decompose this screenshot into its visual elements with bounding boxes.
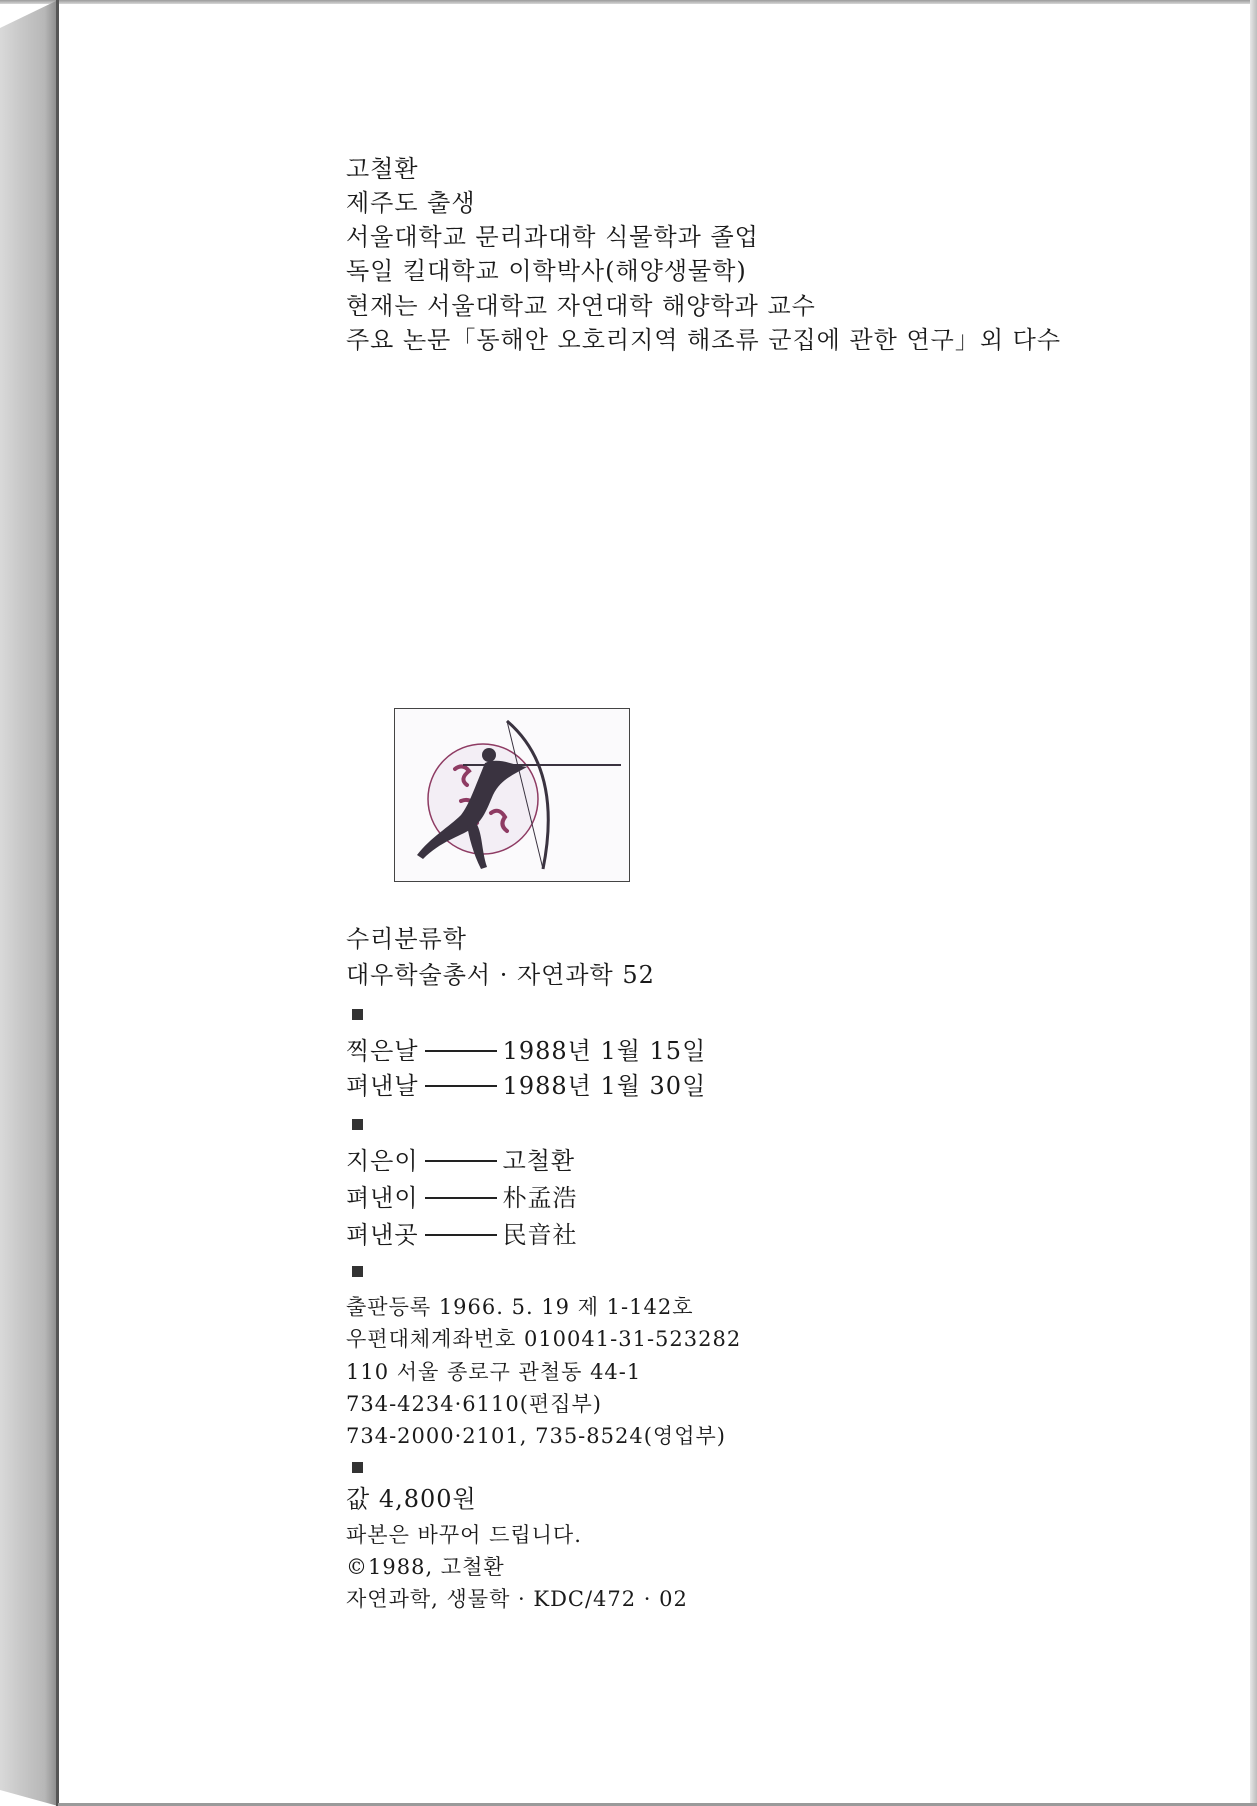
exchange-notice: 파본은 바꾸어 드립니다. <box>346 1523 582 1547</box>
copyright: ©1988, 고철환 <box>346 1555 505 1579</box>
leader-dash <box>425 1085 497 1087</box>
page-right-edge <box>1250 0 1257 1806</box>
published-value: 1988년 1월 30일 <box>502 1072 707 1100</box>
printed-label: 찍은날 <box>346 1037 419 1065</box>
book-title: 수리분류학 <box>346 925 467 953</box>
published-label: 펴낸날 <box>346 1072 419 1100</box>
author-papers: 주요 논문「동해안 오호리지역 해조류 군집에 관한 연구」외 다수 <box>346 326 1062 354</box>
publisher-person-value: 朴孟浩 <box>502 1184 578 1212</box>
price: 값 4,800원 <box>346 1485 477 1513</box>
archer-seal-icon <box>395 709 628 880</box>
phone-editorial: 734-4234·6110(편집부) <box>346 1392 602 1416</box>
publisher-row <box>346 1220 578 1250</box>
leader-dash <box>425 1197 497 1199</box>
author-position: 현재는 서울대학교 자연대학 해양학과 교수 <box>346 292 816 320</box>
book-series: 대우학술총서 · 자연과학 52 <box>346 961 655 989</box>
leader-dash <box>425 1234 497 1236</box>
archer-seal-logo <box>394 708 630 882</box>
section-bullet <box>352 1119 363 1130</box>
address: 110 서울 종로구 관철동 44-1 <box>346 1360 642 1384</box>
section-bullet <box>352 1009 363 1020</box>
section-bullet <box>352 1462 363 1473</box>
publisher-label: 펴낸곳 <box>346 1221 419 1249</box>
author-credit-value: 고철환 <box>502 1147 576 1175</box>
author-credit-label: 지은이 <box>346 1147 419 1175</box>
printed-value: 1988년 1월 15일 <box>502 1037 707 1065</box>
author-name: 고철환 <box>346 155 419 183</box>
postal-account: 우편대체계좌번호 010041-31-523282 <box>346 1327 742 1351</box>
publisher-value: 民音社 <box>502 1221 578 1249</box>
classification: 자연과학, 생물학 · KDC/472 · 02 <box>346 1587 688 1611</box>
book-spine <box>0 0 58 1806</box>
section-bullet <box>352 1266 363 1277</box>
author-education-2: 독일 킬대학교 이학박사(해양생물학) <box>346 257 747 285</box>
author-birthplace: 제주도 출생 <box>346 189 476 217</box>
author-credit-row <box>346 1146 575 1176</box>
published-date-row <box>346 1071 706 1101</box>
publisher-person-label: 펴낸이 <box>346 1184 419 1212</box>
printed-date-row <box>346 1036 706 1066</box>
phone-sales: 734-2000·2101, 735-8524(영업부) <box>346 1424 726 1448</box>
publisher-person-row <box>346 1183 578 1213</box>
author-education-1: 서울대학교 문리과대학 식물학과 졸업 <box>346 223 759 251</box>
registration: 출판등록 1966. 5. 19 제 1-142호 <box>346 1295 694 1319</box>
leader-dash <box>425 1050 497 1052</box>
leader-dash <box>425 1160 497 1162</box>
